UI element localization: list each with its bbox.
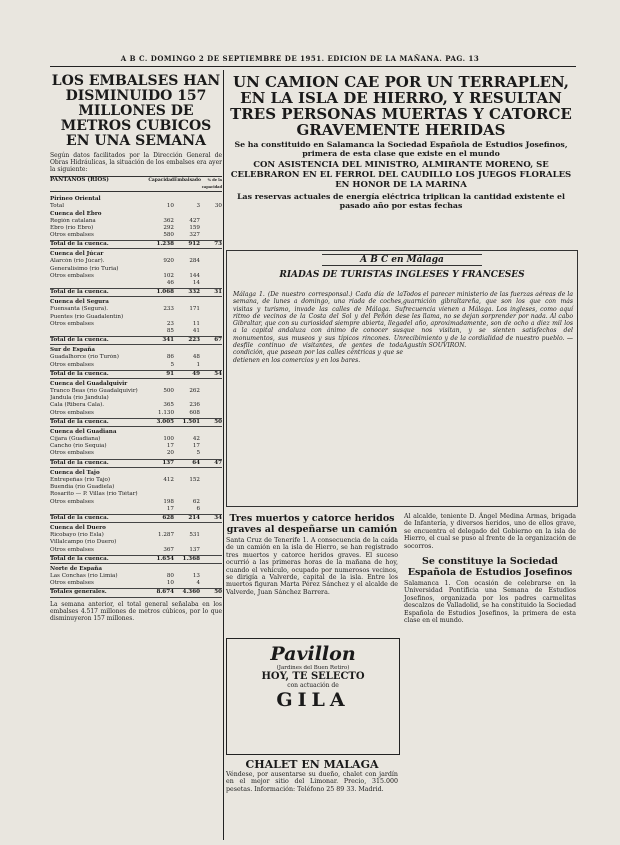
table-cell: 8.674 (156, 589, 174, 596)
table-row (50, 225, 222, 232)
table-cell: 4.360 (182, 589, 200, 596)
table-group: Cuenca del Duero (50, 525, 106, 532)
table-cell: 214 (188, 514, 200, 521)
table-row (50, 203, 222, 210)
table-cell: 42 (192, 436, 200, 443)
table-cell (200, 280, 222, 287)
table-cell: 17 (192, 443, 200, 450)
table-cell: 6 (196, 505, 200, 512)
table-cell: Otros embalses (50, 272, 94, 279)
main-story (226, 74, 576, 212)
table-cell: Total (50, 203, 65, 210)
table-group: Pirineo Oriental (50, 196, 101, 203)
table-cell: 85 (166, 328, 174, 335)
table-cell (50, 328, 148, 335)
table-cell: 912 (188, 241, 200, 248)
table-cell: Cancho (río Sequía) (50, 443, 107, 450)
table-cell: Total de la cuenca. (50, 418, 109, 425)
table-cell (148, 314, 174, 321)
table-row (50, 499, 222, 506)
table-cell: Total de la cuenca. (50, 289, 109, 296)
table-cell: 11 (192, 320, 200, 327)
table-row (50, 362, 222, 369)
table-cell (174, 491, 200, 498)
table-cell (148, 484, 174, 491)
table-cell: Puentes (río Guadalentín) (50, 313, 124, 320)
table-cell: 23 (166, 320, 174, 327)
table-cell (148, 491, 174, 498)
table-cell (148, 539, 174, 546)
truck-text: Santa Cruz de Tenerife 1. A consecuencia de la caída de un camión en la isla de Hierro, se han registrado tres muertos y catorce heridos graves. El suceso ocurrió a las primeras horas de la mañana de hoy, cuando el vehículo, ocupado por numerosos vecinos, se dirigía a Valverde, capital de la isla. Entre los muertos figuran Marta Pérez Sánchez y el alcalde de Valverde, Juan Sánchez Barrera. (226, 537, 398, 596)
table-row (50, 450, 222, 457)
josefinos-text: Salamanca 1. Con ocasión de celebrarse en la Universidad Pontificia una Semana de Estudios Josefinos, organizada por los padres carmelitas descalzos de Valladolid, se ha constituido la Sociedad Española de Estudios Josefinos, la primera de esta clase en el mundo. (404, 580, 576, 625)
table-cell (200, 362, 222, 369)
josefinos-story (404, 513, 576, 624)
table-row (50, 354, 222, 361)
table-cell (200, 314, 222, 321)
table-cell (148, 395, 174, 402)
table-cell (200, 232, 222, 239)
table-cell: Cala (Ribera Cala). (50, 402, 105, 409)
table-group: Cuenca del Ebro (50, 210, 102, 217)
table-cell (50, 280, 148, 287)
reservoirs-footer: La semana anterior, el total general señalaba en los embalses 4.517 millones de metros cúbicos, por lo que disminuyeron 157 millones. (50, 600, 222, 622)
table-cell (174, 395, 200, 402)
chalet-ad (226, 758, 398, 793)
table-cell (200, 436, 222, 443)
hierro-continuation: Al alcalde, teniente D. Ángel Medina Armas, brigada de Infantería, y diversos heridos, uno de ellos grave, se encuentra el delegado del Gobierno en la isla de Hierro, el cual se puso al frente de la organización de socorros. (404, 513, 576, 550)
table-cell: 628 (162, 514, 174, 521)
malaga-title: RIADAS DE TURISTAS INGLESES Y FRANCESES (279, 270, 525, 280)
table-cell: Otros embalses (50, 361, 94, 368)
table-cell: Total de la cuenca. (50, 459, 109, 466)
table-row (50, 588, 222, 597)
table-row (50, 491, 222, 498)
table-row (50, 273, 222, 280)
table-cell: Otros embalses (50, 580, 94, 587)
table-cell: Alarcón (río Júcar). (50, 258, 105, 265)
table-cell (200, 395, 222, 402)
table-cell: 367 (163, 546, 174, 553)
table-cell: Totales generales. (50, 589, 107, 596)
table-cell (200, 218, 222, 225)
table-cell (174, 314, 200, 321)
table-cell: 341 (162, 337, 174, 344)
table-row (50, 218, 222, 225)
table-group: Cuenca del Segura (50, 299, 109, 306)
main-headline: UN CAMION CAE POR UN TERRAPLEN, EN LA ISLA DE HIERRO, Y RESULTAN TRES PERSONAS MUERTAS Y CATORCE GRAVEMENTE HERIDAS (230, 73, 572, 139)
table-cell: 80 (166, 572, 174, 579)
table-cell: 171 (189, 306, 200, 313)
table-group: Cuenca del Guadiana (50, 429, 117, 436)
table-cell: 30 (214, 203, 222, 210)
table-cell: Tranco Beas (río Guadalquivir) (50, 388, 138, 395)
table-cell: 10 (166, 203, 174, 210)
table-cell: Otros embalses (50, 498, 94, 505)
table-row (50, 555, 222, 564)
table-group: Cuenca del Júcar (50, 251, 104, 258)
table-cell (200, 547, 222, 554)
table-row (50, 395, 222, 402)
table-cell (200, 477, 222, 484)
table-row (50, 321, 222, 328)
table-cell: 13 (192, 572, 200, 579)
table-row (50, 436, 222, 443)
table-cell: Ebro (río Ebro) (50, 224, 94, 231)
page-header: A B C. DOMINGO 2 DE SEPTIEMBRE DE 1951. EDICION DE LA MAÑANA. PAG. 13 (120, 54, 480, 63)
table-row (50, 484, 222, 491)
table-cell: Ricobayo (río Esla) (50, 532, 104, 539)
table-row (50, 306, 222, 313)
table-row (50, 232, 222, 239)
table-row (50, 388, 222, 395)
table-cell: Total de la cuenca. (50, 555, 109, 562)
table-cell: 46 (166, 280, 174, 287)
table-cell: 198 (163, 498, 174, 505)
table-cell (200, 532, 222, 539)
table-row (50, 580, 222, 587)
table-cell (174, 266, 200, 273)
table-cell: 5 (196, 450, 200, 457)
table-cell: Las Conchas (río Limia) (50, 572, 118, 579)
table-cell: 332 (188, 289, 200, 296)
table-cell: Otros embalses (50, 409, 94, 416)
table-cell: 1 (196, 361, 200, 368)
table-cell: 236 (189, 402, 200, 409)
table-cell: 412 (163, 476, 174, 483)
table-cell: 233 (163, 306, 174, 313)
table-cell: 137 (189, 546, 200, 553)
reservoirs-column (50, 74, 222, 625)
table-cell (200, 499, 222, 506)
table-row (50, 506, 222, 513)
table-cell: 102 (163, 272, 174, 279)
table-group: Norte de España (50, 565, 102, 572)
table-row (50, 547, 222, 554)
ad-brand: Pavillon (270, 643, 356, 665)
table-cell: 64 (192, 459, 200, 466)
reservoirs-headline: LOS EMBALSES HAN DISMINUIDO 157 MILLONES DE METROS CUBICOS EN UNA SEMANA (51, 73, 221, 149)
table-cell (200, 410, 222, 417)
table-row (50, 514, 222, 523)
table-cell: 1.368 (182, 555, 200, 562)
table-cell: 137 (162, 459, 174, 466)
subheadline-ferrol: CON ASISTENCIA DEL MINISTRO, ALMIRANTE MORENO, SE CELEBRARON EN EL FERROL DEL CAUDILLO LOS JUEGOS FLORALES EN HONOR DE LA MARINA (230, 160, 572, 190)
table-cell: 920 (163, 258, 174, 265)
table-cell: 34 (214, 514, 222, 521)
table-row (50, 266, 222, 273)
table-cell: 100 (163, 436, 174, 443)
reservoirs-table (50, 196, 222, 597)
table-cell: 1.287 (157, 532, 174, 539)
ad-line2: HOY, TE SELECTO (261, 671, 365, 682)
table-row (50, 477, 222, 484)
table-cell: Guadalhorce (río Turón) (50, 354, 119, 361)
table-cell (200, 328, 222, 335)
table-cell: Generalísimo (río Turia) (50, 265, 119, 272)
table-cell: 48 (192, 354, 200, 361)
table-cell (200, 306, 222, 313)
table-row (50, 240, 222, 249)
table-cell: Región catalana (50, 217, 96, 224)
table-row (50, 336, 222, 345)
col-header: Capacidad (148, 178, 174, 183)
subheadline-energy: Las reservas actuales de energía eléctrica triplican la cantidad existente el pasado año por estas fechas (237, 192, 565, 210)
table-cell (200, 484, 222, 491)
table-cell (174, 539, 200, 546)
table-cell: Otros embalses (50, 450, 94, 457)
table-cell (200, 225, 222, 232)
table-row (50, 539, 222, 546)
table-cell (200, 556, 222, 563)
table-cell: Fuensanta (Segura). (50, 306, 109, 313)
table-cell: 159 (189, 224, 200, 231)
table-cell (200, 266, 222, 273)
table-cell (50, 506, 148, 513)
table-cell (200, 258, 222, 265)
table-cell (148, 266, 174, 273)
ad-star: GILA (276, 689, 350, 711)
table-cell (200, 443, 222, 450)
table-cell: 365 (163, 402, 174, 409)
subheadline-josefinos: Se ha constituido en Salamanca la Sociedad Española de Estudios Josefinos, primera de esta clase que existe en el mundo (234, 140, 568, 158)
table-cell: 1.654 (156, 555, 174, 562)
table-cell: Otros embalses (50, 232, 94, 239)
col-header: PANTANOS (RIOS) (50, 177, 109, 183)
table-group: Cuenca del Tajo (50, 469, 100, 476)
table-cell: Rosarito — P. Villas (río Tiétar) (50, 491, 138, 498)
reservoirs-intro: Según datos facilitados por la Dirección General de Obras Hidráulicas, la situación de los embalses era ayer la siguiente: (50, 152, 222, 173)
table-row (50, 328, 222, 335)
table-row (50, 258, 222, 265)
table-cell (200, 539, 222, 546)
table-row (50, 280, 222, 287)
table-cell: 1.068 (156, 289, 174, 296)
table-cell: 292 (163, 224, 174, 231)
table-cell: Otros embalses (50, 320, 94, 327)
table-cell: 50 (214, 589, 222, 596)
table-cell: 49 (192, 370, 200, 377)
table-cell: 3 (196, 203, 200, 210)
table-cell: 14 (192, 280, 200, 287)
truck-story (226, 513, 398, 596)
table-cell: 427 (189, 217, 200, 224)
table-row (50, 532, 222, 539)
malaga-kicker: A B C en Málaga (322, 254, 482, 266)
table-cell: Total de la cuenca. (50, 337, 109, 344)
table-cell: 1.501 (182, 418, 200, 425)
table-row (50, 402, 222, 409)
table-group: Cuenca del Guadalquivir (50, 381, 128, 388)
table-cell: 531 (189, 532, 200, 539)
table-cell: Jándula (río Jándula) (50, 395, 109, 402)
malaga-text-left: Málaga 1. (De nuestro corresponsal.) Cada día de la semana, de lunes a domingo, una riada de coches, visitas y turismo, invade las calles de Málaga. Su ritmo de vecinos de la Costa del Sol y del Peñón de Gibraltar, que con su curiosidad siempre abierta, llega a la capital andaluza con ánimo de conocer sus monumentos, sus museos y sus típicos rincones. Un desfile continuo de visitantes, de gentes de toda condición, que pasean por las calles céntricas y que se detienen en los comercios y en los bares. (233, 291, 403, 364)
table-cell: Cíjara (Guadiana) (50, 436, 101, 443)
table-cell: Total de la cuenca. (50, 514, 109, 521)
table-cell: Total de la cuenca. (50, 370, 109, 377)
table-cell (200, 388, 222, 395)
table-cell: 62 (192, 498, 200, 505)
table-cell (174, 484, 200, 491)
table-cell: 223 (188, 337, 200, 344)
table-group: Sur de España (50, 347, 96, 354)
table-cell: Villalcampo (río Duero) (50, 539, 117, 546)
table-cell (200, 273, 222, 280)
table-cell: 608 (189, 409, 200, 416)
chalet-text: Véndese, por ausentarse su dueño, chalet con jardín en el mejor sitio del Limonar. Precio, 315.000 pesetas. Información: Teléfono 25 89 33. Madrid. (226, 771, 398, 793)
table-cell: 91 (166, 370, 174, 377)
table-cell (200, 321, 222, 328)
table-cell: 17 (166, 505, 174, 512)
table-cell: 73 (214, 241, 222, 248)
ad-line3: con actuación de (287, 682, 339, 689)
table-cell: 327 (189, 232, 200, 239)
table-cell: 1.238 (156, 241, 174, 248)
table-cell: 580 (163, 232, 174, 239)
truck-headline: Tres muertos y catorce heridos graves al despeñarse un camión (226, 513, 398, 535)
table-row (50, 573, 222, 580)
column-divider (223, 70, 224, 840)
table-cell: 17 (166, 443, 174, 450)
table-cell (200, 506, 222, 513)
malaga-box (226, 250, 578, 507)
table-cell (200, 354, 222, 361)
col-header: Embalsado (174, 178, 201, 183)
chalet-title: CHALET EN MALAGA (245, 758, 379, 771)
table-cell: 362 (163, 217, 174, 224)
table-cell: 262 (189, 388, 200, 395)
table-cell: Entrepeñas (río Tajo) (50, 476, 111, 483)
col-header: % de la capacidad (201, 178, 222, 190)
table-row (50, 459, 222, 468)
table-cell: 4 (196, 580, 200, 587)
table-cell: Buendía (río Guadiela) (50, 484, 115, 491)
table-cell: 31 (214, 289, 222, 296)
table-cell: 10 (166, 580, 174, 587)
table-cell: 41 (192, 328, 200, 335)
table-cell: Total de la cuenca. (50, 241, 109, 248)
ad-line1: (Jardines del Buen Retiro) (276, 665, 350, 671)
table-row (50, 418, 222, 427)
table-cell: 47 (214, 459, 222, 466)
header-rule (50, 66, 576, 67)
table-row (50, 370, 222, 379)
table-cell (200, 580, 222, 587)
table-cell: 67 (214, 337, 222, 344)
table-cell: 152 (189, 476, 200, 483)
table-cell (200, 573, 222, 580)
table-cell: 5 (170, 361, 174, 368)
table-cell (200, 491, 222, 498)
table-cell: 284 (189, 258, 200, 265)
pavillon-ad (226, 638, 400, 755)
table-cell: Otros embalses (50, 546, 94, 553)
table-cell (200, 402, 222, 409)
table-cell: 500 (163, 388, 174, 395)
table-cell: 86 (166, 354, 174, 361)
table-row (50, 410, 222, 417)
malaga-text-right: Todos el parecer ministerio de las fuerzas aéreas de la guarnición gibraltareña, que son los que con más frecuencia vienen a Málaga. Los ingleses, como aquí se les llama, no se dejan sorprender por nada. Al cabo del año, aproximadamente, son de ocho a diez mil los que nos visitan, y se sienten satisfechos del recibimiento y de la cordialidad de nuestro pueblo. — Agustín SOUVIRON. (403, 291, 573, 350)
table-row (50, 443, 222, 450)
table-cell: 3.005 (156, 418, 174, 425)
table-row (50, 314, 222, 321)
table-cell: 20 (166, 450, 174, 457)
table-cell: 144 (189, 272, 200, 279)
table-row (50, 288, 222, 297)
table-cell: 54 (214, 370, 222, 377)
table-cell: 50 (214, 418, 222, 425)
josefinos-headline: Se constituye la Sociedad Española de Estudios Josefinos (407, 556, 573, 579)
table-header (50, 176, 222, 192)
table-cell: 1.130 (157, 409, 174, 416)
table-cell (200, 450, 222, 457)
